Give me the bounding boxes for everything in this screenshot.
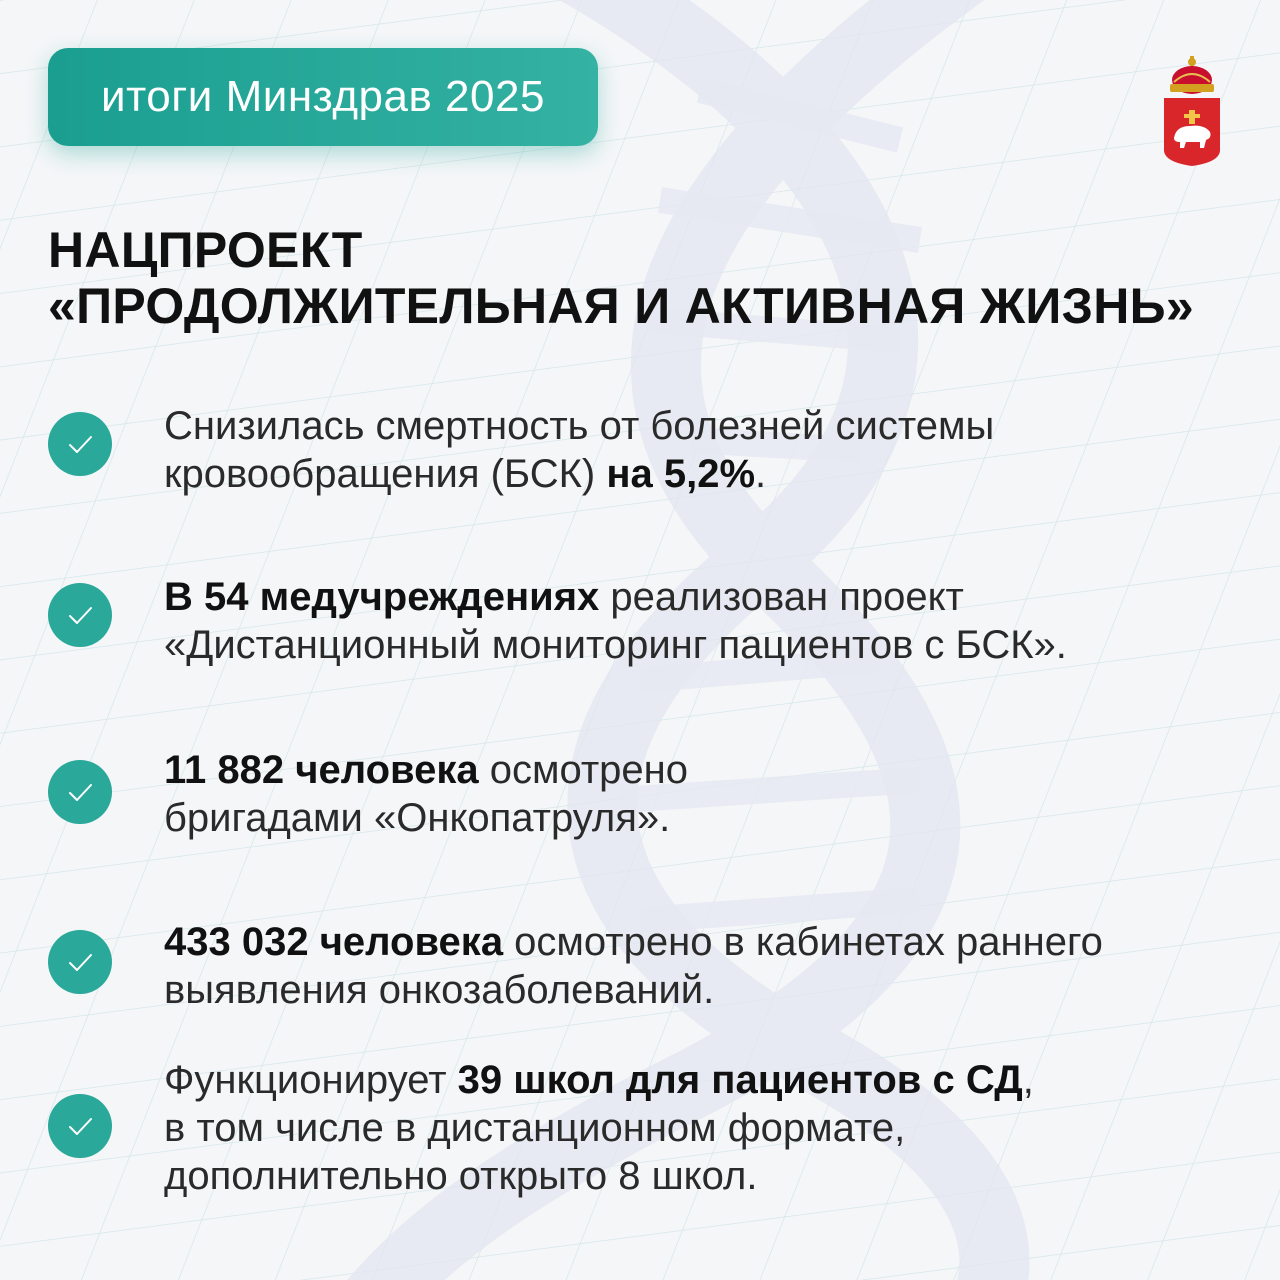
badge-label: итоги Минздрав 2025 [101,72,545,121]
check-circle-icon [48,760,112,824]
title-line-1: НАЦПРОЕКТ [48,222,363,278]
item-text: 11 882 человека осмотрено бригадами «Онкопатруля». [164,748,688,840]
check-circle-icon [48,583,112,647]
item-text: В 54 медучреждениях реализован проект «Дистанционный мониторинг пациентов с БСК». [164,575,1067,667]
coat-of-arms-icon [1160,54,1224,168]
check-circle-icon [48,930,112,994]
item-text: Снизилась смертность от болезней системы кровообращения (БСК) на 5,2%. [164,404,995,496]
check-circle-icon [48,412,112,476]
item-text: Функционирует 39 школ для пациентов с СД, в том числе в дистанционном формате, дополнительно открыто 8 школ. [164,1058,1034,1198]
item-text: 433 032 человека осмотрено в кабинетах раннего выявления онкозаболеваний. [164,920,1103,1012]
header-badge [48,48,598,146]
check-circle-icon [48,1094,112,1158]
title-line-2: «ПРОДОЛЖИТЕЛЬНАЯ И АКТИВНАЯ ЖИЗНЬ» [48,278,1194,334]
page-title [48,222,1248,334]
